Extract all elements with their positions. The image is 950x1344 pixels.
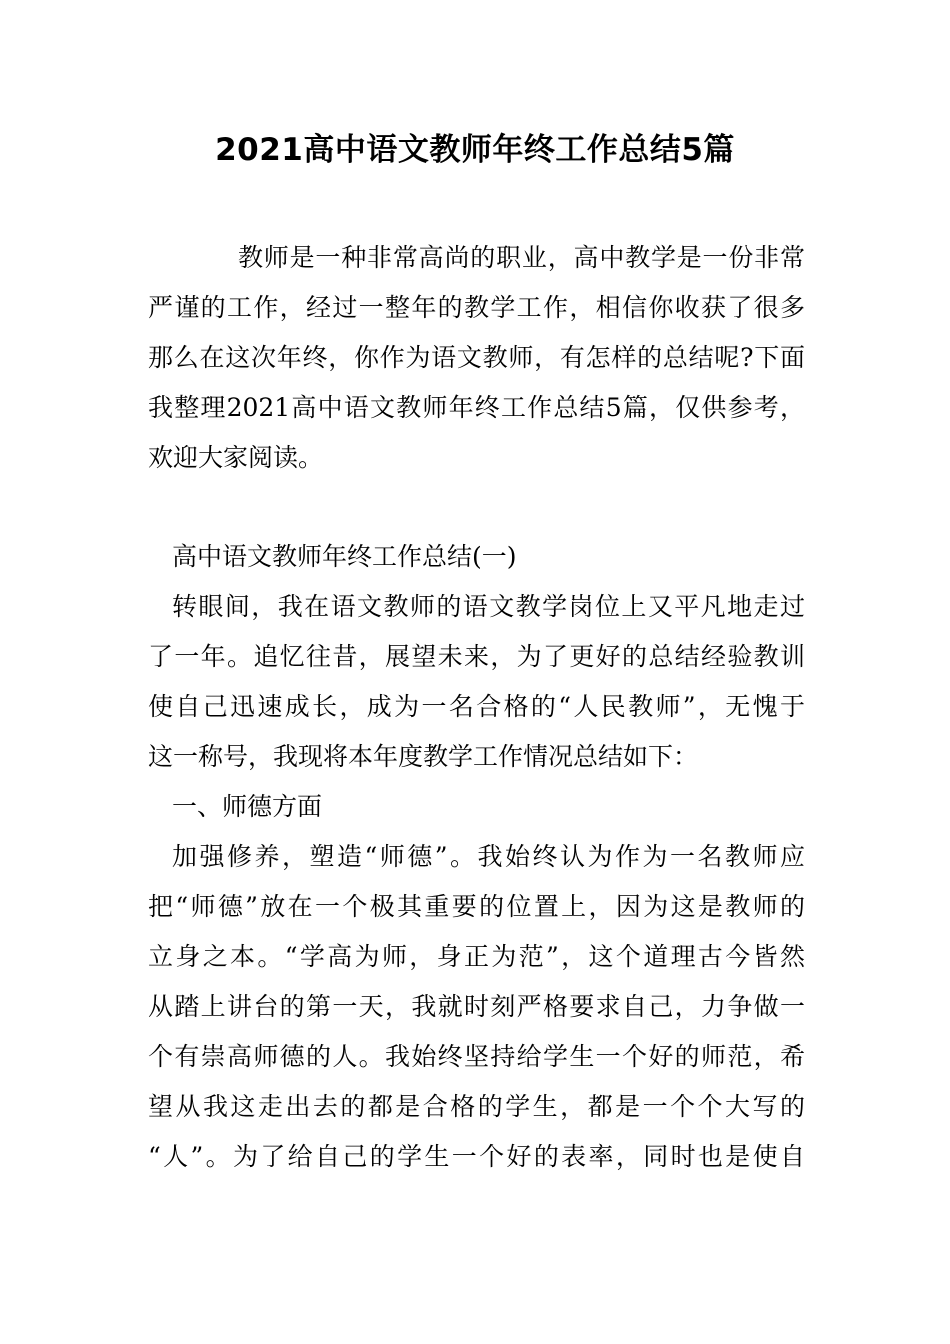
document-title: 2021高中语文教师年终工作总结5篇	[215, 132, 735, 168]
paragraph-line: 望从我这走出去的都是合格的学生，都是一个个大写的	[148, 1092, 805, 1121]
subheading: 一、师德方面	[172, 792, 323, 821]
intro-line: 欢迎大家阅读。	[148, 443, 324, 472]
section-heading: 高中语文教师年终工作总结(一)	[172, 542, 517, 571]
paragraph-line: 立身之本。“学高为师，身正为范”，这个道理古今皆然	[148, 942, 805, 971]
paragraph-line: 个有崇高师德的人。我始终坚持给学生一个好的师范，希	[148, 1042, 805, 1071]
paragraph-line: 加强修养，塑造“师德”。我始终认为作为一名教师应	[172, 842, 805, 871]
intro-line: 那么在这次年终，你作为语文教师，有怎样的总结呢?下面	[148, 343, 805, 372]
paragraph-line: 了一年。追忆往昔，展望未来，为了更好的总结经验教训	[148, 642, 805, 671]
paragraph-line: 使自己迅速成长，成为一名合格的“人民教师”，无愧于	[148, 692, 805, 721]
paragraph-line: “人”。为了给自己的学生一个好的表率，同时也是使自	[148, 1142, 805, 1171]
intro-line: 教师是一种非常高尚的职业，高中教学是一份非常	[238, 243, 805, 272]
paragraph-line: 把“师德”放在一个极其重要的位置上，因为这是教师的	[148, 892, 805, 921]
paragraph-line: 转眼间，我在语文教师的语文教学岗位上又平凡地走过	[172, 592, 805, 621]
paragraph-line: 这一称号，我现将本年度教学工作情况总结如下：	[148, 742, 699, 771]
intro-line: 严谨的工作，经过一整年的教学工作，相信你收获了很多	[148, 293, 805, 322]
intro-line: 我整理2021高中语文教师年终工作总结5篇，仅供参考，	[148, 393, 805, 422]
paragraph-line: 从踏上讲台的第一天，我就时刻严格要求自己，力争做一	[148, 992, 805, 1021]
